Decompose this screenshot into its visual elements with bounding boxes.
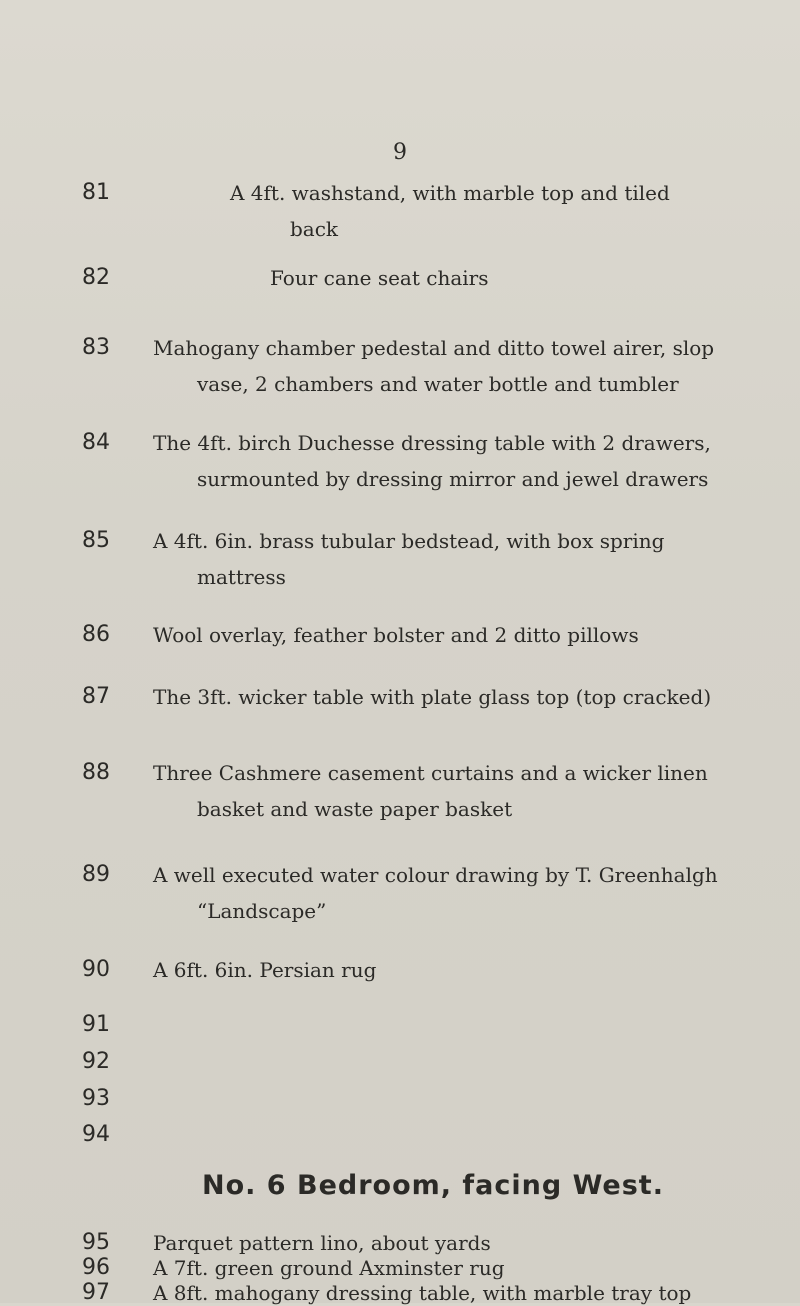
lot-description: Mahogany chamber pedestal and ditto towel airer, slop [153,336,715,360]
lot-number: 82 [82,265,110,290]
lot-description: A 6ft. 6in. Persian rug [153,958,377,982]
lot-number: 95 [82,1230,110,1255]
lot-description-cont: mattress [197,565,286,589]
lot-description: A 7ft. green ground Axminster rug [153,1256,505,1280]
lot-description-cont: “Landscape” [197,899,327,923]
lot-number: 91 [82,1012,110,1037]
lot-number: 89 [82,862,110,887]
lot-description: Four cane seat chairs [270,266,489,290]
lot-number: 96 [82,1255,110,1280]
section-heading: No. 6 Bedroom, facing West. [202,1170,664,1201]
lot-number: 87 [82,684,110,709]
lot-description: A 8ft. mahogany dressing table, with marble tray top [153,1281,692,1305]
lot-number: 97 [82,1280,110,1305]
lot-number: 90 [82,957,110,982]
lot-description-cont: surmounted by dressing mirror and jewel drawers [197,467,709,491]
lot-description: The 4ft. birch Duchesse dressing table with 2 drawers, [153,431,711,455]
lot-description: Three Cashmere casement curtains and a wicker linen [153,761,708,785]
lot-number: 81 [82,180,110,205]
lot-description: A 4ft. washstand, with marble top and tiled [230,181,670,205]
lot-description-cont: vase, 2 chambers and water bottle and tumbler [197,372,679,396]
lot-number: 84 [82,430,110,455]
lot-description: Wool overlay, feather bolster and 2 ditto pillows [153,623,639,647]
lot-number: 83 [82,335,110,360]
lot-number: 86 [82,622,110,647]
lot-number: 88 [82,760,110,785]
lot-number: 93 [82,1086,110,1111]
lot-description-cont: back [290,217,339,241]
lot-number: 85 [82,528,110,553]
page-number: 9 [393,140,407,165]
lot-description-cont: basket and waste paper basket [197,797,513,821]
lot-number: 92 [82,1049,110,1074]
lot-description: A well executed water colour drawing by T. Greenhalgh [153,863,718,887]
lot-description: A 4ft. 6in. brass tubular bedstead, with box spring [153,529,665,553]
lot-number: 94 [82,1122,110,1147]
lot-description: The 3ft. wicker table with plate glass top (top cracked) [153,685,712,709]
lot-description: Parquet pattern lino, about yards [153,1231,491,1255]
